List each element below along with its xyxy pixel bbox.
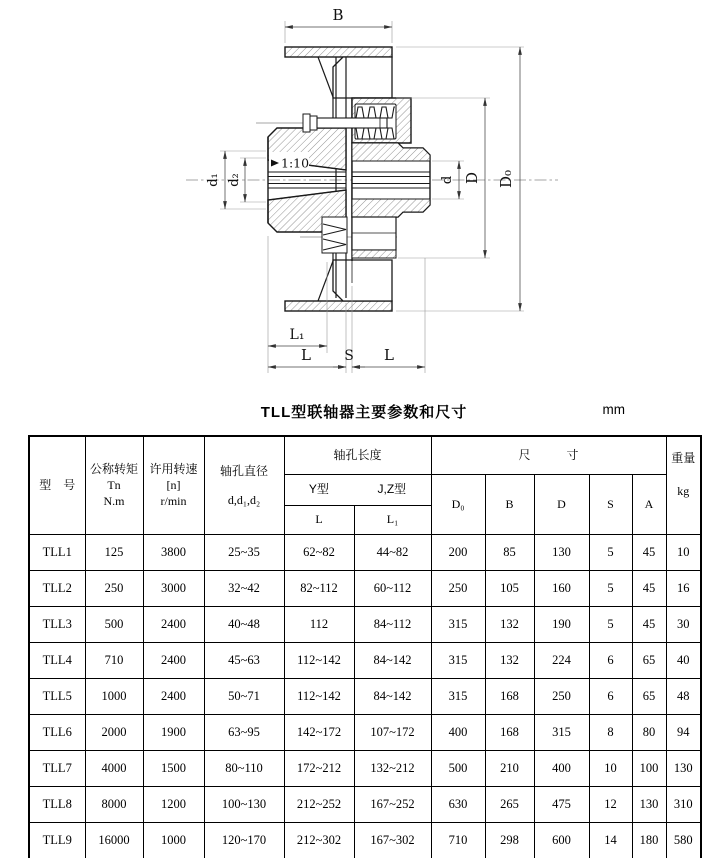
value-cell: 212~252: [284, 786, 354, 822]
dim-label-L1: L₁: [289, 327, 305, 343]
value-cell: 94: [666, 714, 701, 750]
value-cell: 100: [632, 750, 666, 786]
value-cell: 210: [485, 750, 534, 786]
lower-cover: [352, 217, 396, 250]
dim-label-d1: d₁: [206, 173, 221, 187]
model-cell: TLL9: [29, 822, 85, 858]
model-cell: TLL6: [29, 714, 85, 750]
header-size: 尺 寸: [431, 436, 666, 474]
value-cell: 80: [632, 714, 666, 750]
value-cell: 45: [632, 570, 666, 606]
header-speed-cn: 许用转速: [149, 461, 198, 476]
value-cell: 120~170: [204, 822, 284, 858]
value-cell: 132~212: [354, 750, 431, 786]
table-row: [29, 714, 701, 750]
value-cell: 167~302: [354, 822, 431, 858]
value-cell: 16: [666, 570, 701, 606]
unit-label: mm: [602, 402, 625, 417]
table-row: [29, 678, 701, 714]
header-type-jz: J,Z型: [377, 482, 407, 497]
value-cell: 40: [666, 642, 701, 678]
value-cell: 250: [534, 678, 589, 714]
bolt-washer: [310, 116, 317, 130]
value-cell: 315: [431, 642, 485, 678]
table-row: [29, 606, 701, 642]
value-cell: 107~172: [354, 714, 431, 750]
header-col-D0: D₀: [431, 474, 485, 534]
header-col-L: L: [284, 505, 354, 534]
value-cell: 125: [85, 534, 143, 570]
value-cell: 105: [485, 570, 534, 606]
value-cell: 200: [431, 534, 485, 570]
dim-label-D: D: [463, 171, 481, 185]
value-cell: 3000: [143, 570, 204, 606]
value-cell: 142~172: [284, 714, 354, 750]
dim-label-S: S: [344, 348, 354, 364]
right-hub: [352, 143, 430, 258]
value-cell: 1000: [85, 678, 143, 714]
lower-spring-teeth: [322, 217, 347, 253]
value-cell: 44~82: [354, 534, 431, 570]
value-cell: 160: [534, 570, 589, 606]
value-cell: 132: [485, 642, 534, 678]
dim-label-B: B: [332, 6, 344, 24]
value-cell: 112~142: [284, 678, 354, 714]
header-type-y: Y型: [308, 482, 329, 497]
value-cell: 265: [485, 786, 534, 822]
header-bore-diameter-cn: 轴孔直径: [219, 463, 268, 478]
header-model: 型 号: [29, 436, 85, 534]
value-cell: 315: [431, 606, 485, 642]
table-row: [29, 642, 701, 678]
value-cell: 50~71: [204, 678, 284, 714]
header-weight-unit: kg: [677, 483, 690, 498]
header-speed: [143, 436, 204, 534]
dim-label-D0: D₀: [497, 169, 515, 189]
value-cell: 84~112: [354, 606, 431, 642]
value-cell: 16000: [85, 822, 143, 858]
value-cell: 25~35: [204, 534, 284, 570]
value-cell: 172~212: [284, 750, 354, 786]
right-hub-hatch-bottom: [352, 199, 430, 217]
header-speed-symbol: [n]: [166, 478, 181, 493]
value-cell: 167~252: [354, 786, 431, 822]
parameter-table: [28, 435, 702, 858]
value-cell: 224: [534, 642, 589, 678]
table-row: [29, 786, 701, 822]
value-cell: 3800: [143, 534, 204, 570]
value-cell: 130: [666, 750, 701, 786]
value-cell: 1200: [143, 786, 204, 822]
header-torque-unit: N.m: [103, 494, 125, 509]
value-cell: 40~48: [204, 606, 284, 642]
dim-label-L-right: L: [384, 346, 394, 364]
header-torque-cn: 公称转矩: [89, 461, 138, 476]
wheel-web-top: [318, 57, 333, 128]
header-col-B: B: [485, 474, 534, 534]
value-cell: 10: [666, 534, 701, 570]
value-cell: 180: [632, 822, 666, 858]
header-torque-symbol: Tn: [107, 478, 121, 493]
value-cell: 30: [666, 606, 701, 642]
wheel-rim-top: [285, 47, 392, 57]
value-cell: 298: [485, 822, 534, 858]
dim-label-d: d: [440, 175, 455, 185]
right-hub-hatch-top: [352, 143, 430, 161]
value-cell: 85: [485, 534, 534, 570]
header-bore-length: 轴孔长度: [284, 436, 431, 474]
header-bore-diameter-symbols: d,d₁,d₂: [227, 492, 261, 507]
value-cell: 212~302: [284, 822, 354, 858]
wheel-rim-block-top: [333, 57, 392, 98]
taper-label: 1:10: [281, 155, 310, 171]
value-cell: 8000: [85, 786, 143, 822]
value-cell: 100~130: [204, 786, 284, 822]
value-cell: 130: [534, 534, 589, 570]
table-title-row: [28, 401, 700, 429]
lower-cover-strip: [352, 250, 396, 258]
value-cell: 63~95: [204, 714, 284, 750]
table-row: [29, 750, 701, 786]
value-cell: 45: [632, 606, 666, 642]
wheel-rim-bottom: [285, 301, 392, 311]
value-cell: 190: [534, 606, 589, 642]
value-cell: 2400: [143, 606, 204, 642]
value-cell: 65: [632, 678, 666, 714]
value-cell: 500: [85, 606, 143, 642]
table-body: [29, 534, 701, 858]
value-cell: 400: [534, 750, 589, 786]
value-cell: 84~142: [354, 678, 431, 714]
coupling-cross-section-drawing: [0, 0, 725, 398]
header-col-S: S: [589, 474, 632, 534]
value-cell: 2000: [85, 714, 143, 750]
value-cell: 12: [589, 786, 632, 822]
value-cell: 310: [666, 786, 701, 822]
model-cell: TLL5: [29, 678, 85, 714]
bolt-shaft: [317, 118, 387, 128]
value-cell: 580: [666, 822, 701, 858]
value-cell: 130: [632, 786, 666, 822]
value-cell: 5: [589, 606, 632, 642]
header-torque: [85, 436, 143, 534]
value-cell: 500: [431, 750, 485, 786]
header-col-D: D: [534, 474, 589, 534]
header-col-A: A: [632, 474, 666, 534]
value-cell: 48: [666, 678, 701, 714]
value-cell: 10: [589, 750, 632, 786]
value-cell: 1500: [143, 750, 204, 786]
value-cell: 2400: [143, 678, 204, 714]
value-cell: 112: [284, 606, 354, 642]
header-weight-cn: 重量: [671, 450, 696, 465]
header-speed-unit: r/min: [160, 494, 187, 509]
value-cell: 475: [534, 786, 589, 822]
dim-label-d2: d₂: [227, 173, 242, 187]
value-cell: 1900: [143, 714, 204, 750]
value-cell: 65: [632, 642, 666, 678]
model-cell: TLL3: [29, 606, 85, 642]
table-title: TLL型联轴器主要参数和尺寸: [260, 404, 468, 421]
value-cell: 710: [431, 822, 485, 858]
model-cell: TLL8: [29, 786, 85, 822]
value-cell: 630: [431, 786, 485, 822]
header-bore-diameter: [204, 436, 284, 534]
table-row: [29, 534, 701, 570]
value-cell: 2400: [143, 642, 204, 678]
bolt-head: [303, 114, 310, 132]
value-cell: 1000: [143, 822, 204, 858]
value-cell: 82~112: [284, 570, 354, 606]
value-cell: 112~142: [284, 642, 354, 678]
value-cell: 400: [431, 714, 485, 750]
table-row: [29, 570, 701, 606]
value-cell: 168: [485, 678, 534, 714]
wheel-rim-block-bottom: [333, 260, 392, 301]
value-cell: 5: [589, 570, 632, 606]
value-cell: 45: [632, 534, 666, 570]
model-cell: TLL4: [29, 642, 85, 678]
value-cell: 8: [589, 714, 632, 750]
coupling-drawing-area: [0, 0, 725, 398]
value-cell: 6: [589, 678, 632, 714]
value-cell: 5: [589, 534, 632, 570]
value-cell: 84~142: [354, 642, 431, 678]
table-header: [29, 436, 701, 534]
value-cell: 14: [589, 822, 632, 858]
value-cell: 250: [431, 570, 485, 606]
value-cell: 4000: [85, 750, 143, 786]
value-cell: 710: [85, 642, 143, 678]
value-cell: 62~82: [284, 534, 354, 570]
value-cell: 168: [485, 714, 534, 750]
table-row: [29, 822, 701, 858]
value-cell: 250: [85, 570, 143, 606]
value-cell: 60~112: [354, 570, 431, 606]
value-cell: 132: [485, 606, 534, 642]
value-cell: 32~42: [204, 570, 284, 606]
model-cell: TLL7: [29, 750, 85, 786]
dim-label-L-left: L: [301, 346, 311, 364]
header-weight: [666, 436, 701, 534]
header-hub-types: [284, 474, 431, 505]
model-cell: TLL2: [29, 570, 85, 606]
value-cell: 45~63: [204, 642, 284, 678]
value-cell: 6: [589, 642, 632, 678]
model-cell: TLL1: [29, 534, 85, 570]
value-cell: 600: [534, 822, 589, 858]
value-cell: 315: [534, 714, 589, 750]
value-cell: 315: [431, 678, 485, 714]
value-cell: 80~110: [204, 750, 284, 786]
header-col-L1: L₁: [354, 505, 431, 534]
